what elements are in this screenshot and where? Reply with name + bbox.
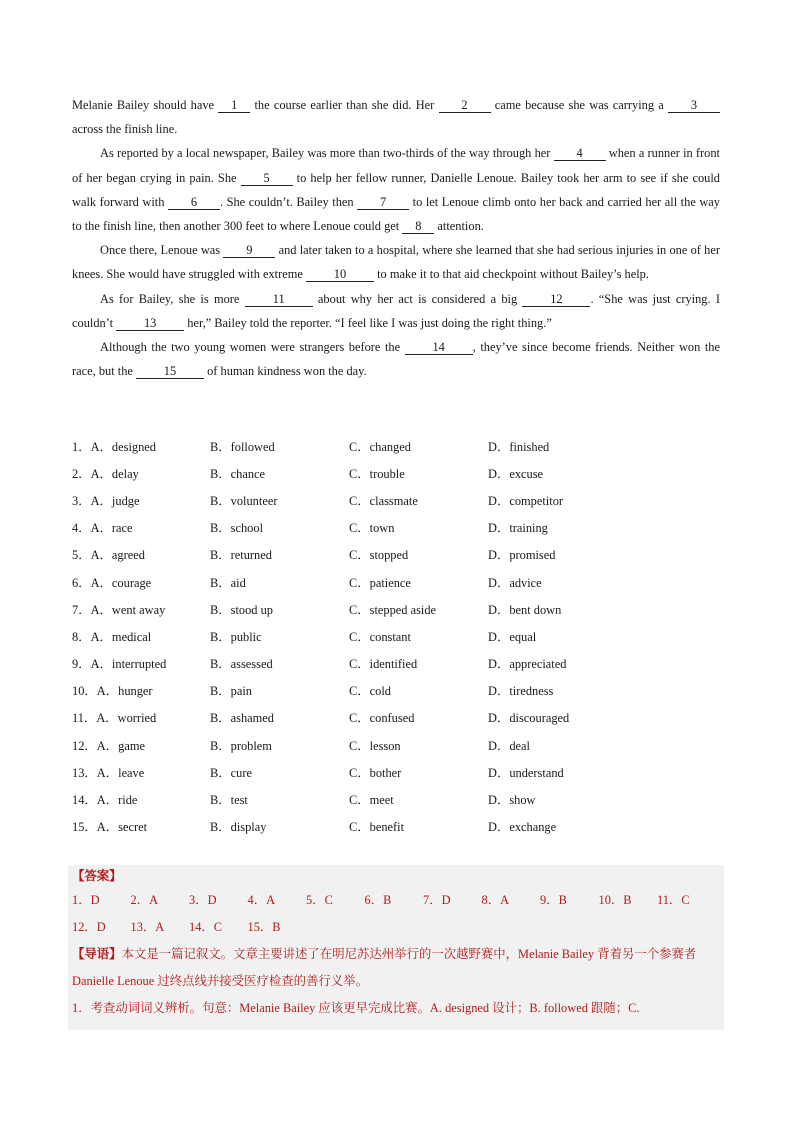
option-row xyxy=(72,514,720,541)
answer-item: 12．D xyxy=(72,920,106,934)
option-a xyxy=(72,491,210,509)
option-b: B．returned xyxy=(210,548,272,563)
question-number: 12． xyxy=(72,738,97,753)
option-text: A．ride xyxy=(96,793,138,808)
option-row xyxy=(72,677,720,704)
guide-label: 【导语】 xyxy=(72,947,122,961)
options-list xyxy=(72,432,720,840)
option-row xyxy=(72,486,720,513)
option-row xyxy=(72,622,720,649)
option-a xyxy=(72,763,210,781)
option-text: A．secret xyxy=(96,820,148,835)
blank-10: 10 xyxy=(306,267,374,282)
option-b: B．ashamed xyxy=(210,711,275,726)
answer-item: 9．B xyxy=(540,893,567,907)
answer-item: 8．A xyxy=(481,893,510,907)
option-d: D．understand xyxy=(488,765,564,780)
paragraph-4 xyxy=(72,287,720,335)
option-row xyxy=(72,650,720,677)
option-d: D．promised xyxy=(488,548,556,563)
option-c: C．identified xyxy=(349,657,418,672)
option-a xyxy=(72,573,210,591)
option-c: C．town xyxy=(349,521,395,536)
option-c: C．lesson xyxy=(349,738,401,753)
option-d: D．competitor xyxy=(488,493,564,508)
blank-15: 15 xyxy=(136,364,204,379)
answer-item: 13．A xyxy=(130,920,165,934)
guide-text: 本文是一篇记叙文。文章主要讲述了在明尼苏达州举行的一次越野赛中，Melanie Bailey 背着另一个参赛者 Danielle Lenoue 过终点线并接受医疗检查的善行义举。 xyxy=(72,947,697,988)
text: Melanie Bailey should have xyxy=(72,98,219,112)
option-d: D．equal xyxy=(488,629,537,644)
option-b: B．assessed xyxy=(210,657,273,672)
blank-6: 6 xyxy=(168,195,220,210)
blank-14: 14 xyxy=(405,340,473,355)
option-text: A．hunger xyxy=(96,684,153,699)
option-b: B．followed xyxy=(210,439,275,454)
option-text: A．worried xyxy=(96,711,157,726)
option-a xyxy=(72,708,210,726)
text: to help her fellow runner, Danielle Lenoue. Bailey took her arm to see if she could walk forward with xyxy=(72,170,720,209)
question-number: 15． xyxy=(72,820,97,835)
option-row xyxy=(72,541,720,568)
text: and later taken to a hospital, where she learned that she had serious injuries in one of her knees. She would have struggled with extreme xyxy=(72,243,720,282)
question-number: 13． xyxy=(72,765,97,780)
text: across the finish line. xyxy=(72,122,178,137)
option-a xyxy=(72,681,210,699)
option-row xyxy=(72,731,720,758)
blank-4: 4 xyxy=(554,146,606,161)
option-d: D．appreciated xyxy=(488,657,567,672)
option-d: D．bent down xyxy=(488,602,562,617)
option-a xyxy=(72,790,210,808)
option-c: C．stopped xyxy=(349,548,409,563)
option-text: A．game xyxy=(96,738,145,753)
option-d: D．exchange xyxy=(488,820,557,835)
option-c: C．meet xyxy=(349,793,394,808)
paragraph-5 xyxy=(72,335,720,383)
blank-12: 12 xyxy=(522,292,590,307)
text: her,” Bailey told the reporter. “I feel like I was just doing the right thing.” xyxy=(184,315,552,330)
answer-item: 1．D xyxy=(72,893,100,907)
option-text: A．judge xyxy=(90,493,140,508)
blank-8: 8 xyxy=(402,219,434,234)
question-number: 11． xyxy=(72,711,97,726)
answer-heading: 【答案】 xyxy=(72,869,122,883)
option-d: D．discouraged xyxy=(488,711,570,726)
text: As reported by a local newspaper, Bailey was more than two-thirds of the way through her xyxy=(100,146,554,161)
option-text: A．designed xyxy=(90,439,156,454)
text: , they’ve since become friends. Neither won the race, but the xyxy=(72,340,720,379)
option-d: D．finished xyxy=(488,439,550,454)
option-a xyxy=(72,600,210,618)
text: to make it to that aid checkpoint without Bailey’s help. xyxy=(374,267,649,282)
text: attention. xyxy=(434,219,484,234)
option-c: C．constant xyxy=(349,629,411,644)
option-c: C．cold xyxy=(349,684,391,699)
option-row xyxy=(72,813,720,840)
option-row xyxy=(72,704,720,731)
option-b: B．problem xyxy=(210,738,272,753)
option-b: B．cure xyxy=(210,765,252,780)
text: . “She was just crying. I couldn’t xyxy=(72,291,720,330)
blank-5: 5 xyxy=(241,171,293,186)
text: Although the two young women were strangers before the xyxy=(100,340,405,355)
blank-9: 9 xyxy=(223,243,275,258)
blank-11: 11 xyxy=(245,292,313,307)
option-d: D．excuse xyxy=(488,466,544,481)
option-d: D．advice xyxy=(488,575,542,590)
text: to let Lenoue climb onto her back and carried her all the way to the finish line, then another 300 feet to where Lenoue could get xyxy=(72,194,720,234)
option-text: A．courage xyxy=(90,575,152,590)
option-text: A．interrupted xyxy=(90,657,167,672)
option-c: C．confused xyxy=(349,711,415,726)
option-c: C．trouble xyxy=(349,466,405,481)
answer-item: 2．A xyxy=(130,893,159,907)
question-number: 6． xyxy=(72,575,91,590)
option-c: C．stepped aside xyxy=(349,602,437,617)
option-row xyxy=(72,758,720,785)
blank-1: 1 xyxy=(218,98,250,113)
answer-item: 4．A xyxy=(247,893,276,907)
option-b: B．public xyxy=(210,629,262,644)
answer-item: 3．D xyxy=(189,893,217,907)
blank-2: 2 xyxy=(439,98,491,113)
cloze-passage xyxy=(72,93,720,383)
option-c: C．bother xyxy=(349,765,402,780)
answer-item: 7．D xyxy=(423,893,451,907)
paragraph-1 xyxy=(72,93,720,141)
paragraph-3 xyxy=(72,238,720,286)
explanation-1: 1．考查动词词义辨析。句意：Melanie Bailey 应该更早完成比赛。A. designed 设计；B. followed 跟随；C. xyxy=(72,1001,640,1015)
text: when a runner in front of her began crying in pain. She xyxy=(72,146,720,185)
answer-item: 10．B xyxy=(598,893,632,907)
option-b: B．stood up xyxy=(210,602,273,617)
option-row xyxy=(72,432,720,459)
answer-item: 14．C xyxy=(189,920,223,934)
question-number: 5． xyxy=(72,548,91,563)
answer-item: 15．B xyxy=(247,920,281,934)
question-number: 1． xyxy=(72,439,91,454)
option-a xyxy=(72,464,210,482)
text: came because she was carrying a xyxy=(490,98,668,112)
option-row xyxy=(72,568,720,595)
answer-item: 6．B xyxy=(364,893,392,907)
option-c: C．changed xyxy=(349,439,411,454)
question-number: 2． xyxy=(72,466,91,481)
option-d: D．deal xyxy=(488,738,530,753)
blank-13: 13 xyxy=(116,316,184,331)
option-b: B．school xyxy=(210,521,264,536)
question-number: 14． xyxy=(72,793,97,808)
text: about why her act is considered a big xyxy=(312,291,523,306)
answer-row-2 xyxy=(72,914,720,941)
option-a xyxy=(72,736,210,754)
answer-row-1 xyxy=(72,887,720,914)
option-a xyxy=(72,545,210,563)
option-row xyxy=(72,785,720,812)
question-number: 4． xyxy=(72,521,91,536)
option-text: A．race xyxy=(90,521,133,536)
question-number: 7． xyxy=(72,602,91,617)
option-text: A．went away xyxy=(90,602,166,617)
option-a xyxy=(72,437,210,455)
blank-7: 7 xyxy=(357,195,409,210)
text: of human kindness won the day. xyxy=(204,364,367,379)
option-c: C．classmate xyxy=(349,493,418,508)
option-text: A．medical xyxy=(90,629,152,644)
option-text: A．leave xyxy=(96,765,145,780)
option-row xyxy=(72,459,720,486)
question-number: 10． xyxy=(72,684,97,699)
option-a xyxy=(72,817,210,835)
option-a xyxy=(72,654,210,672)
option-text: A．agreed xyxy=(90,548,145,563)
option-b: B．test xyxy=(210,793,248,808)
paragraph-2 xyxy=(72,141,720,238)
option-d: D．show xyxy=(488,793,536,808)
text: . She couldn’t. Bailey then xyxy=(219,194,358,209)
question-number: 9． xyxy=(72,657,91,672)
option-b: B．chance xyxy=(210,466,266,481)
question-number: 8． xyxy=(72,629,91,644)
option-d: D．training xyxy=(488,521,548,536)
option-b: B．pain xyxy=(210,684,252,699)
text: the course earlier than she did. Her xyxy=(250,98,439,112)
text: Once there, Lenoue was xyxy=(100,243,224,258)
option-text: A．delay xyxy=(90,466,139,481)
answer-section xyxy=(68,865,724,1030)
answer-item: 5．C xyxy=(306,893,333,907)
text: As for Bailey, she is more xyxy=(100,291,245,306)
option-a xyxy=(72,518,210,536)
option-c: C．patience xyxy=(349,575,411,590)
question-number: 3． xyxy=(72,493,91,508)
option-d: D．tiredness xyxy=(488,684,554,699)
option-b: B．display xyxy=(210,820,267,835)
answer-item: 11．C xyxy=(657,893,690,907)
blank-3: 3 xyxy=(668,98,720,113)
option-b: B．volunteer xyxy=(210,493,278,508)
guide-note xyxy=(72,941,720,995)
option-a xyxy=(72,627,210,645)
option-b: B．aid xyxy=(210,575,246,590)
option-c: C．benefit xyxy=(349,820,405,835)
option-row xyxy=(72,595,720,622)
